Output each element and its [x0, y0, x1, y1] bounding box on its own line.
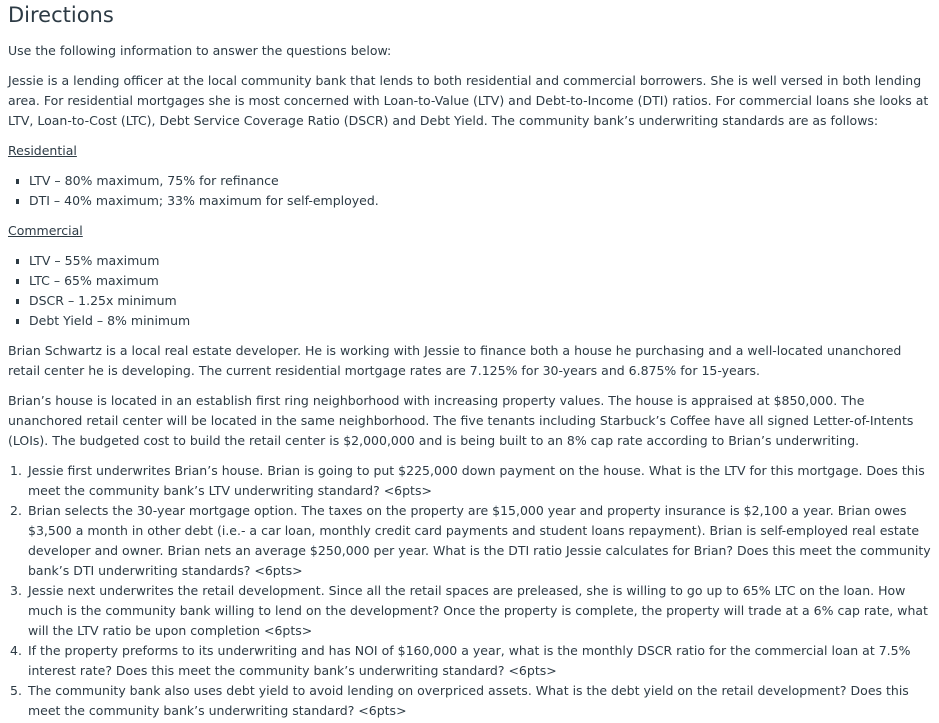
question-item — [8, 461, 931, 501]
question-number: 5. — [10, 683, 22, 698]
bullet-icon — [16, 179, 19, 184]
list-item: Debt Yield – 8% minimum — [16, 311, 931, 331]
question-item — [8, 681, 931, 721]
list-item: LTV – 55% maximum — [16, 251, 931, 271]
page-title: Directions — [8, 3, 114, 27]
question-item — [8, 581, 931, 641]
bullet-icon — [16, 199, 19, 204]
commercial-list — [8, 251, 931, 331]
question-text: Brian selects the 30-year mortgage option. The taxes on the property are $15,000 year and property insurance is $2,100 a year. Brian owes $3,500 a month in other debt (i.e.- a car loan, monthly credit card payments and student loans repayment). Brian is self-employed real estate developer and owner. Brian nets an average $250,000 per year. What is the DTI ratio Jessie calculates for Brian? Does this meet the community bank’s DTI underwriting standards? <6pts> — [28, 503, 931, 578]
question-number: 2. — [10, 503, 22, 518]
question-text: Jessie next underwrites the retail development. Since all the retail spaces are preleased, she is willing to go up to 65% LTC on the loan. How much is the community bank willing to lend on the development? Once the property is complete, the property will trade at a 6% cap rate, what will the LTV ratio be upon completion <6pts> — [28, 583, 928, 638]
list-item: LTC – 65% maximum — [16, 271, 931, 291]
residential-list — [8, 171, 931, 211]
question-number: 1. — [10, 463, 22, 478]
question-text: The community bank also uses debt yield to avoid lending on overpriced assets. What is the debt yield on the retail development? Does this meet the community bank’s underwriting standard? <6pts> — [28, 683, 909, 718]
bullet-icon — [16, 319, 19, 324]
bullet-icon — [16, 259, 19, 264]
question-text: Jessie first underwrites Brian’s house. Brian is going to put $225,000 down payment on the house. What is the LTV for this mortgage. Does this meet the community bank’s LTV underwriting standard? <6pts> — [28, 463, 925, 498]
house-paragraph: Brian’s house is located in an establish first ring neighborhood with increasing property values. The house is appraised at $850,000. The unanchored retail center will be located in the same neighborhood. The five tenants including Starbuck’s Coffee have all signed Letter-of-Intents (LOIs). The budgeted cost to build the retail center is $2,000,000 and is being built to an 8% cap rate according to Brian’s underwriting. — [8, 393, 914, 448]
question-item — [8, 501, 931, 581]
question-number: 4. — [10, 643, 22, 658]
intro-text: Use the following information to answer the questions below: — [8, 43, 392, 58]
question-item — [8, 641, 931, 681]
bullet-icon — [16, 299, 19, 304]
questions-list — [8, 461, 931, 721]
list-item: DSCR – 1.25x minimum — [16, 291, 931, 311]
brian-paragraph: Brian Schwartz is a local real estate developer. He is working with Jessie to finance both a house he purchasing and a well-located unanchored retail center he is developing. The current residential mortgage rates are 7.125% for 30-years and 6.875% for 15-years. — [8, 343, 902, 378]
background-paragraph: Jessie is a lending officer at the local community bank that lends to both residential and commercial borrowers. She is well versed in both lending area. For residential mortgages she is most concerned with Loan-to-Value (LTV) and Debt-to-Income (DTI) ratios. For commercial loans she looks at LTV, Loan-to-Cost (LTC), Debt Service Coverage Ratio (DSCR) and Debt Yield. The community bank’s underwriting standards are as follows: — [8, 73, 929, 128]
question-number: 3. — [10, 583, 22, 598]
residential-heading: Residential — [8, 143, 77, 158]
directions-page — [0, 1, 939, 721]
bullet-icon — [16, 279, 19, 284]
commercial-heading: Commercial — [8, 223, 83, 238]
list-item: LTV – 80% maximum, 75% for refinance — [16, 171, 931, 191]
question-text: If the property preforms to its underwriting and has NOI of $160,000 a year, what is the monthly DSCR ratio for the commercial loan at 7.5% interest rate? Does this meet the community bank’s underwriting standard? <6pts> — [28, 643, 911, 678]
list-item: DTI – 40% maximum; 33% maximum for self-employed. — [16, 191, 931, 211]
